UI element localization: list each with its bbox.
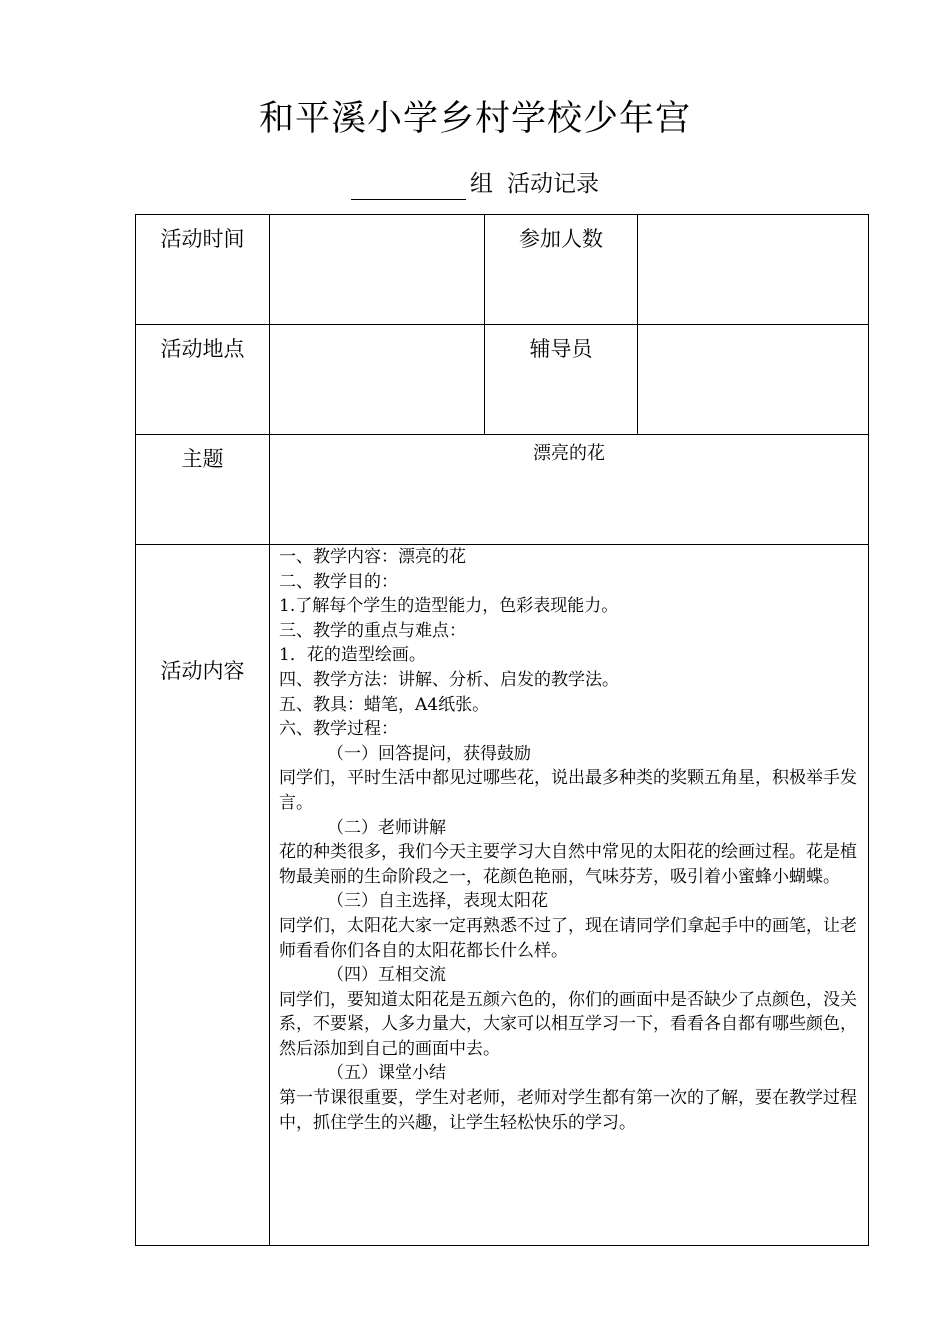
record-label: 活动记录: [507, 171, 599, 198]
group-label: 组: [470, 171, 493, 198]
content-paragraph: 第一节课很重要，学生对老师，老师对学生都有第一次的了解，要在教学过程中，抓住学生的兴趣，让学生轻松快乐的学习。: [279, 1088, 857, 1133]
content-line: 二、教学目的：: [279, 571, 398, 592]
participants-label: 参加人数: [485, 215, 638, 325]
section-heading: （三）自主选择，表现太阳花: [327, 891, 548, 912]
content-line: 四、教学方法：讲解、分析、启发的教学法。: [279, 669, 619, 690]
content-line: 六、教学过程：: [279, 719, 398, 740]
place-value-cell: [270, 325, 485, 435]
table-row: [136, 325, 869, 435]
time-value-cell: [270, 215, 485, 325]
group-name-blank: [351, 165, 466, 200]
content-paragraph: 同学们，太阳花大家一定再熟悉不过了，现在请同学们拿起手中的画笔，让老师看看你们各自的太阳花都长什么样。: [279, 915, 857, 961]
activity-record-table: [135, 214, 869, 1246]
time-label: 活动时间: [136, 215, 270, 325]
participants-value-cell: [638, 215, 869, 325]
content-paragraph: 同学们，平时生活中都见过哪些花，说出最多种类的奖颗五角星，积极举手发言。: [279, 768, 857, 813]
content-line: 1．花的造型绘画。: [279, 645, 426, 666]
section-heading: （五）课堂小结: [327, 1063, 446, 1084]
section-heading: （一）回答提问，获得鼓励: [327, 743, 531, 764]
table-row: [136, 435, 869, 545]
content-body: [270, 545, 869, 1246]
content-line: 1.了解每个学生的造型能力，色彩表现能力。: [279, 596, 619, 617]
table-row: [136, 215, 869, 325]
content-paragraph: 花的种类很多，我们今天主要学习大自然中常见的太阳花的绘画过程。花是植物最美丽的生命阶段之一，花颜色艳丽，气味芬芳，吸引着小蜜蜂小蝴蝶。: [279, 842, 857, 887]
content-label: 活动内容: [136, 545, 270, 1246]
content-line: 三、教学的重点与难点：: [279, 620, 466, 641]
topic-value: 漂亮的花: [270, 435, 869, 545]
topic-label: 主题: [136, 435, 270, 545]
table-row: [136, 545, 869, 1246]
subtitle: [0, 165, 950, 200]
document-title: 和平溪小学乡村学校少年宫: [258, 99, 691, 139]
counselor-label: 辅导员: [485, 325, 638, 435]
content-line: 五、教具：蜡笔，A4纸张。: [279, 694, 490, 715]
section-heading: （二）老师讲解: [327, 817, 446, 838]
counselor-value-cell: [638, 325, 869, 435]
section-heading: （四）互相交流: [327, 965, 446, 986]
content-paragraph: 同学们，要知道太阳花是五颜六色的，你们的画面中是否缺少了点颜色，没关系，不要紧，人多力量大，大家可以相互学习一下，看看各自都有哪些颜色，然后添加到自己的画面中去。: [279, 989, 857, 1059]
place-label: 活动地点: [136, 325, 270, 435]
content-line: 一、教学内容：漂亮的花: [279, 547, 466, 567]
